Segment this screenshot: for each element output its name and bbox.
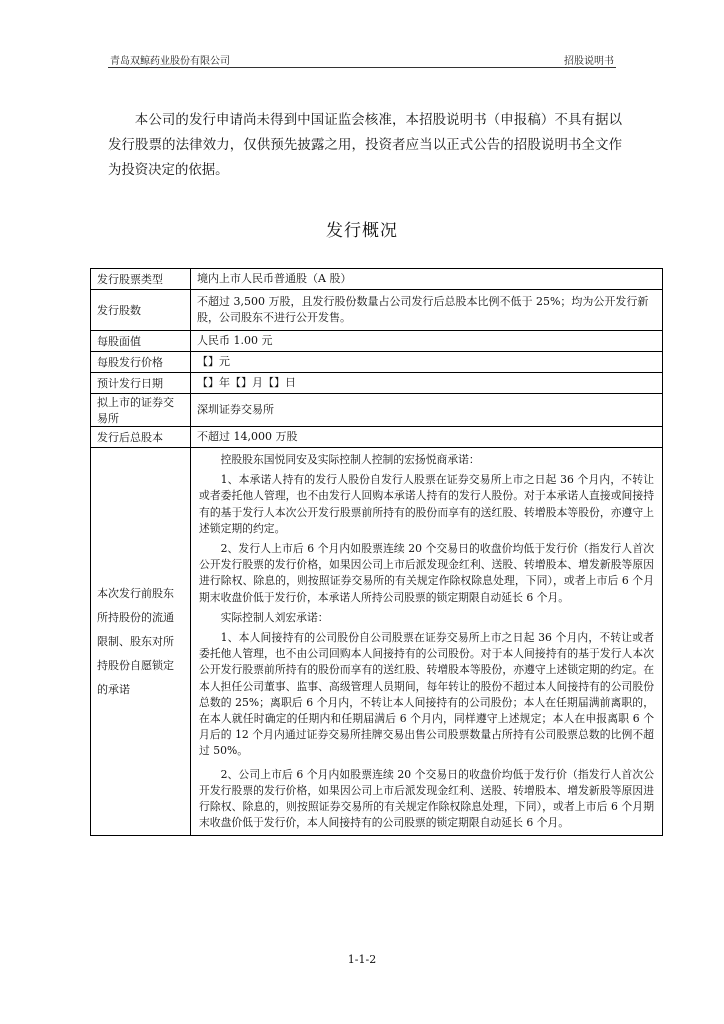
table-row [91, 352, 663, 373]
lockup-paragraph: 2、发行人上市后 6 个月内如股票连续 20 个交易日的收盘价均低于发行价（指发行人首次公开发行股票的发行价格，如果因公司上市后派发现金红利、送股、转增股本、增发新股等原因进行除权、除息的，则按照证券交易所的有关规定作除权除息处理，下同），或者上市后 6 个月期末收盘价低于发行价，本承诺人所持公司股票的锁定期限自动延长 6 个月。 [199, 542, 654, 604]
header-company-name: 青岛双鲸药业股份有限公司 [110, 56, 230, 67]
row-label: 拟上市的证券交易所 [91, 394, 191, 427]
row-value: 不超过 14,000 万股 [191, 427, 663, 448]
table-row-lockup [91, 448, 663, 836]
header-divider [108, 67, 616, 68]
row-label: 发行股票类型 [91, 269, 191, 290]
lockup-paragraph: 1、本人间接持有的公司股份自公司股票在证券交易所上市之日起 36 个月内，不转让或者委托他人管理，也不由公司回购本人间接持有的公司股份。对于本人间接持有的基于发行人本次公开发行股票前所持有的股份而享有的送红股、转增股本等股份，亦遵守上述锁定期的约定。在本人担任公司董事、监事、高级管理人员期间，每年转让的股份不超过本人间接持有的公司股份总数的 25%；离职后 6 个月内，不转让本人间接持有的公司股份；本人在任期届满前离职的，在本人就任时确定的任期内和任期届满后 6 个月内，同样遵守上述规定；本人在申报离职 6 个月后的 12 个月内通过证券交易所挂牌交易出售公司股票数量占所持有公司股票总数的比例不超过 50%。 [199, 631, 654, 758]
row-label: 发行股数 [91, 290, 191, 331]
table-row [91, 290, 663, 331]
section-title: 发行概况 [326, 221, 398, 241]
page-header [108, 50, 616, 66]
disclaimer-paragraph: 本公司的发行申请尚未得到中国证监会核准，本招股说明书（申报稿）不具有据以发行股票的法律效力，仅供预先披露之用，投资者应当以正式公告的招股说明书全文作为投资决定的依据。 [108, 113, 622, 178]
row-label: 每股发行价格 [91, 352, 191, 373]
lockup-label-text: 本次发行前股东所持股份的流通限制、股东对所持股份自愿锁定的承诺 [97, 586, 174, 696]
row-label: 发行后总股本 [91, 427, 191, 448]
row-value: 人民币 1.00 元 [191, 331, 663, 352]
lockup-commitments [191, 448, 663, 836]
table-row [91, 394, 663, 427]
lockup-label [91, 448, 191, 836]
header-document-type: 招股说明书 [564, 56, 614, 67]
row-value: 【】元 [191, 352, 663, 373]
lockup-paragraph: 2、公司上市后 6 个月内如股票连续 20 个交易日的收盘价均低于发行价（指发行人首次公开发行股票的发行价格，如果因公司上市后派发现金红利、送股、转增股本、增发新股等原因进行除权、除息的，则按照证券交易所的有关规定作除权除息处理，下同），或者上市后 6 个月期末收盘价低于发行价，本人间接持有的公司股票的锁定期限自动延长 6 个月。 [199, 767, 654, 830]
row-value: 深圳证券交易所 [191, 394, 663, 427]
row-value: 不超过 3,500 万股，且发行股份数量占公司发行后总股本比例不低于 25%；均为公开发行新股，公司股东不进行公开发售。 [191, 290, 663, 331]
lockup-paragraph: 1、本承诺人持有的发行人股份自发行人股票在证券交易所上市之日起 36 个月内，不转让或者委托他人管理，也不由发行人回购本承诺人持有的发行人股份。对于本承诺人直接或间接持有的基于发行人本次公开发行股票前所持有的股份而享有的送红股、转增股本等股份，亦遵守上述锁定期的约定。 [199, 473, 654, 535]
table-row [91, 373, 663, 394]
offering-summary-table [90, 268, 663, 836]
row-label: 每股面值 [91, 331, 191, 352]
table-row [91, 331, 663, 352]
page-number: 1-1-2 [347, 953, 377, 966]
row-label: 预计发行日期 [91, 373, 191, 394]
table-row [91, 427, 663, 448]
row-value: 境内上市人民币普通股（A 股） [191, 269, 663, 290]
row-value: 【】年【】月【】日 [191, 373, 663, 394]
table-row [91, 269, 663, 290]
lockup-paragraph: 实际控制人刘宏承诺： [220, 610, 329, 624]
lockup-paragraph: 控股股东国悦同安及实际控制人控制的宏扬悦商承诺： [220, 453, 480, 466]
